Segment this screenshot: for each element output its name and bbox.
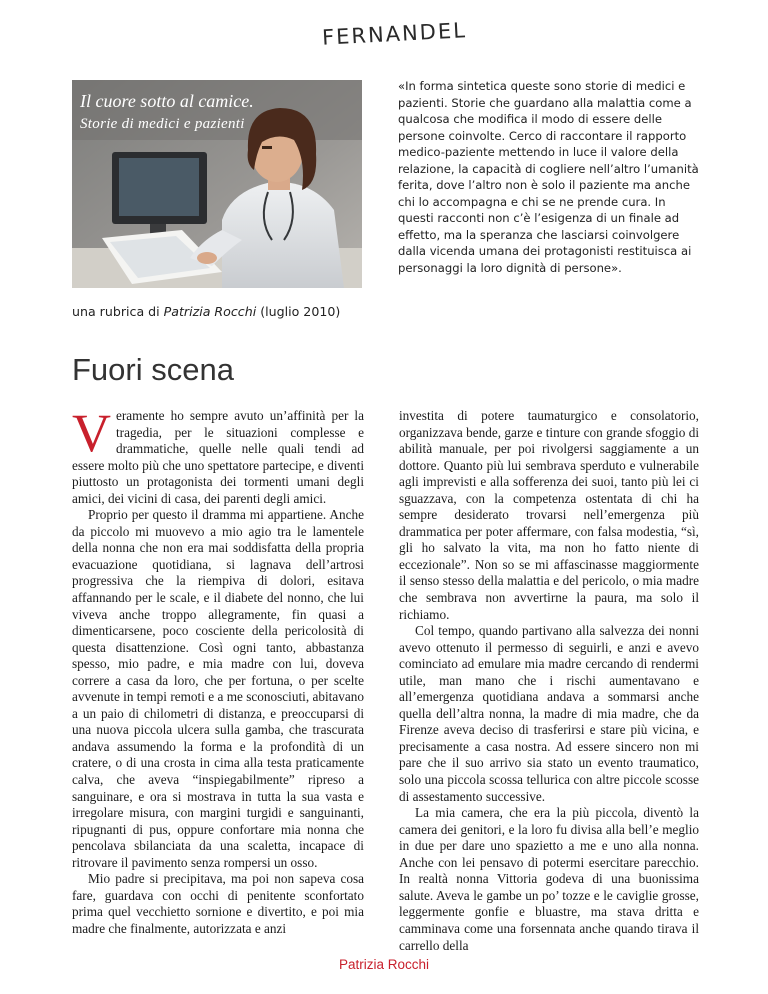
cover-photo: [72, 80, 362, 288]
intro-quote: «In forma sintetica queste sono storie di medici e pazienti. Storie che guardano alla malattia come a qualcosa che modifica il modo di essere delle persone coinvolte. Cerco di raccontare il rapporto medico-paziente mettendo in luce il valore della relazione, la capacità di cogliere nell’altro l’umanità ferita, dove l’altro non è solo il paziente ma anche chi lo accompagna e chi se ne prende cura. In questi racconti non c’è l’esigenza di un finale ad effetto, ma la speranza che lasciarsi coinvolgere dalla vicenda umana dei protagonisti restituisca ai personaggi la loro dignità di persone».: [398, 79, 699, 275]
page-footer-author: Patrizia Rocchi: [338, 957, 430, 972]
handwritten-signature: FERNANDEL: [321, 18, 468, 50]
byline-author: Patrizia Rocchi: [163, 304, 257, 319]
photo-title: Il cuore sotto al camice.: [80, 91, 254, 111]
paragraph: investita di potere taumaturgico e consolatorio, organizzava bende, garze e tinture con grande sfoggio di abilità manuale, per poi rivolgersi saggiamente a un dottore. Quanto più lui sembrava sperduto e vulnerabile agli imprevisti e alla sofferenza dei suoi, tanto più lei ci sguazzava, con la competenza ostentata di chi ha sempre desiderato trovarsi nell’emergenza più drammatica per poter affermare, con falsa modestia, “sì, gli ho salvato la vita, ma non ho fatto niente di eccezionale”. Non so se mi affascinasse maggiormente il senso stesso della malattia e del pericolo, o mia madre che sembrava non avvertirne la paura, ma solo il richiamo.: [399, 408, 699, 622]
article-title: Fuori scena: [72, 352, 234, 387]
byline: [72, 304, 340, 319]
paragraph: La mia camera, che era la più piccola, diventò la camera dei genitori, e la loro fu divisa alla bell’e meglio in due per dare uno spazietto a me e uno alla nonna. Anche con lei pensavo di potermi esercitare parecchio. In realtà nonna Vittoria godeva di una buonissima salute. Aveva le gambe un po’ tozze e le caviglie grosse, leggermente gonfie e bluastre, ma stava dritta e camminava come una forsennata anche quando tirava il carrello della: [399, 805, 699, 953]
photo-subtitle: Storie di medici e pazienti: [80, 116, 245, 132]
paragraph: Mio padre si precipitava, ma poi non sapeva cosa fare, guardava con occhi di penitente sconfortato prima quel vecchietto sornione e divertito, e poi mia madre che finalmente, autorizzata e anzi: [72, 871, 364, 936]
paragraph: Proprio per questo il dramma mi appartiene. Anche da piccolo mi muovevo a mio agio tra le lamentele della nonna che non era mai soddisfatta della propria evacuazione quotidiana, si lagnava dell’artrosi progressiva che la riempiva di dolori, esitava affannando per le scale, e il diabete del nonno, che lui viveva anche troppo allegramente, fin quasi a dimenticarsene, poco cosciente della pericolosità di questa disattenzione. Così ogni tanto, abbastanza spesso, mio padre, e mia madre con lui, doveva correre a casa da loro, che per fortuna, o per scelte avvenute in tempi remoti e a me sconosciuti, abitavano a un paio di chilometri di distanza, e preoccuparsi di una nuova piccola ulcera sulla gamba, che trascurata andava assumendo la forma e la profondità di un cratere, o di una crosta in cima alla testa praticamente calva, che aveva “inspiegabilmente” ripreso a sanguinare, e ora si mostrava in tutta la sua vasta e irregolare misura, con margini turgidi e sanguinanti, ripugnanti di pus, oppure confortare mia nonna che pencolava sbilanciata da una scaletta, incapace di ritrovare il pavimento senza rompersi un osso.: [72, 507, 364, 870]
article-column-right: [399, 408, 699, 954]
paragraph-text: eramente ho sempre avuto un’affinità per la tragedia, per le situazioni complesse e drammatiche, quelle nelle quali tendi ad essere molto più che uno spettatore partecipe, e diventi piuttosto un protagonista dei tormenti umani degli amici, dei vicini di casa, dei parenti degli amici.: [72, 408, 364, 506]
article-column-left: [72, 403, 364, 938]
byline-suffix: (luglio 2010): [256, 304, 341, 319]
paragraph: Col tempo, quando partivano alla salvezza dei nonni avevo ottenuto il permesso di seguirli, e anzi e avevo cominciato ad emulare mia madre cercando di rendermi utile, man mano che i rischi aumentavano e all’emergenza quotidiana andava a sommarsi anche quella dell’altra nonna, la madre di mia madre, che da Firenze aveva deciso di trasferirsi e stare più vicina, e precisamente a casa nostra. Ad essere sincero non mi pare che il suo arrivo sia stato un evento traumatico, solo una piccola scossa tellurica con altre piccole scosse di assestamento successive.: [399, 623, 699, 804]
byline-prefix: una rubrica di: [72, 304, 164, 319]
drop-cap: V: [72, 403, 111, 463]
paragraph: [72, 403, 364, 507]
